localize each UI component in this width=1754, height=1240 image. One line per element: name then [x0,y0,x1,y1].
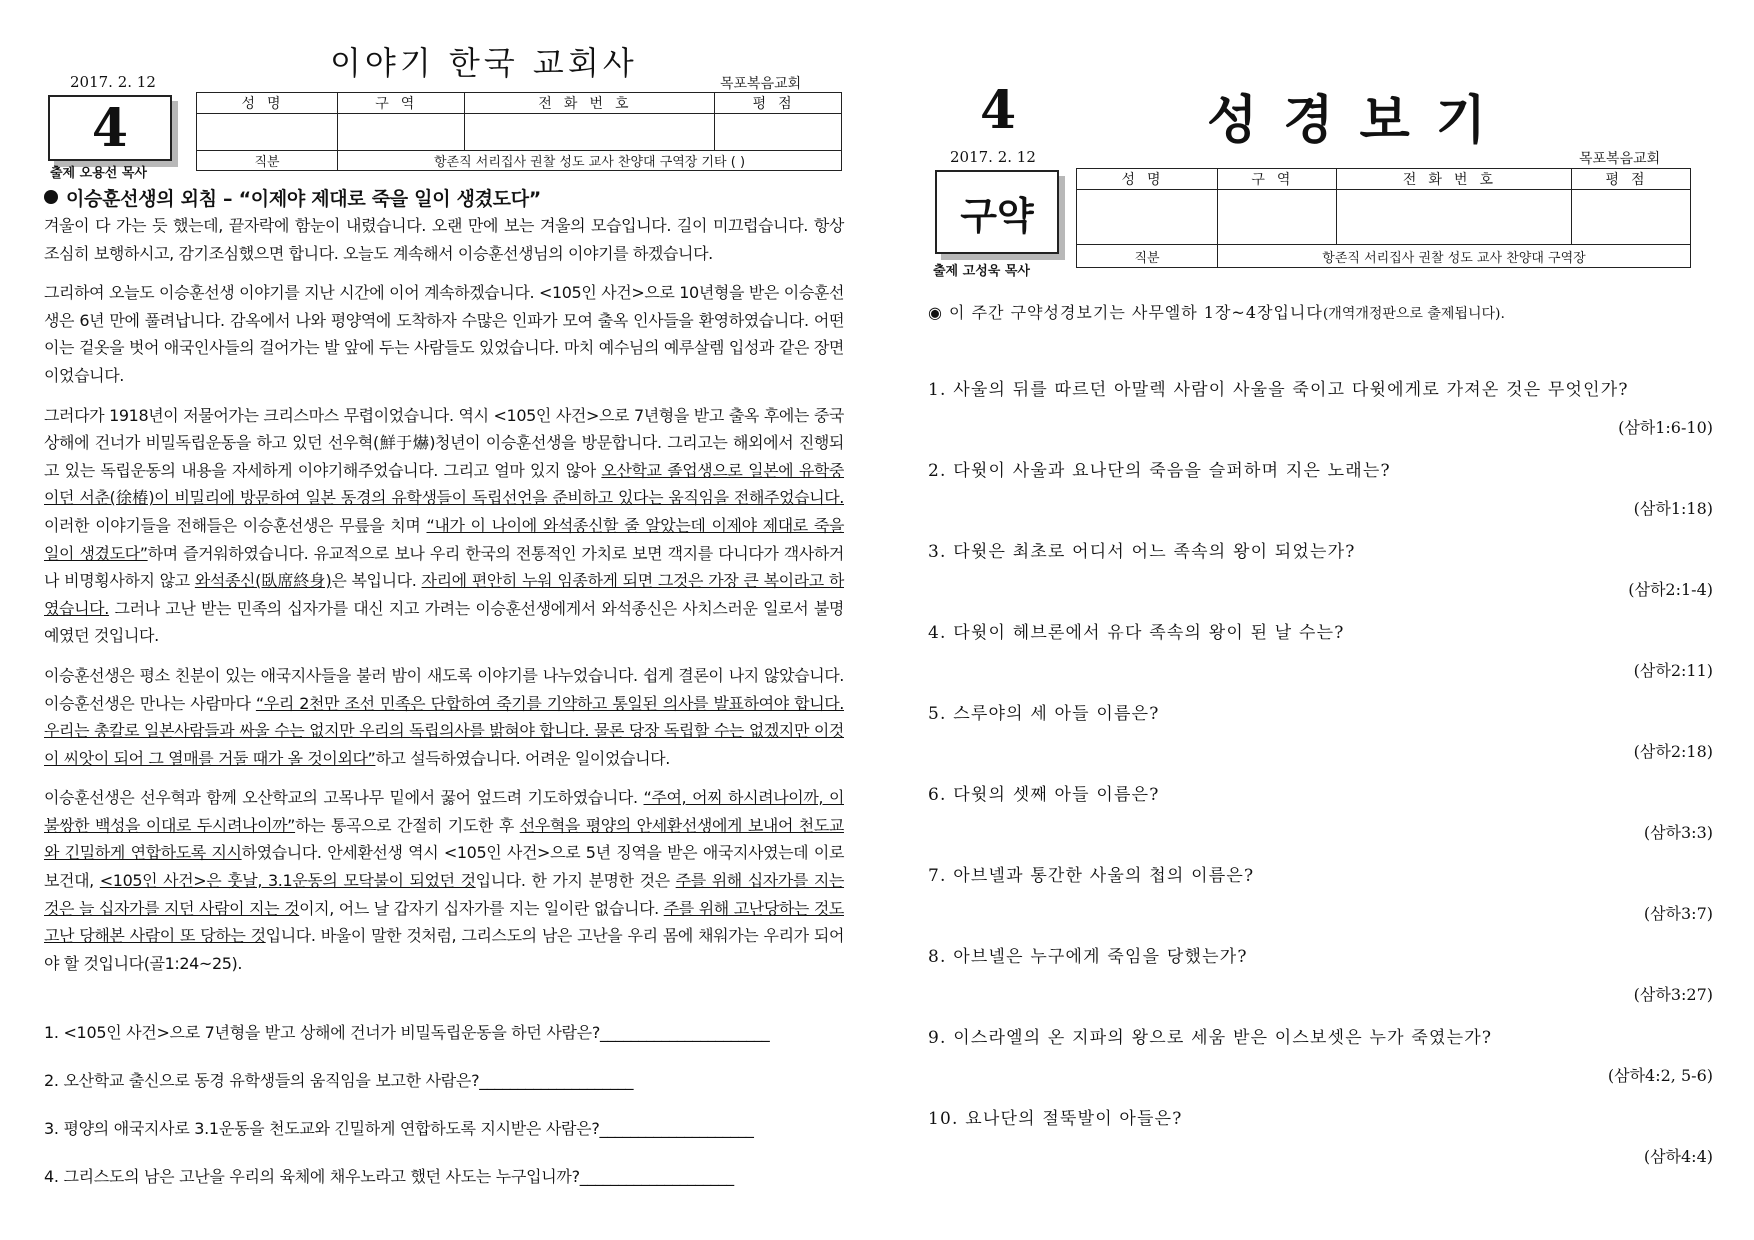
name-field[interactable] [1077,190,1218,245]
text-run: 입니다. 바울이 말한 것처럼, 그리스도의 남은 고난을 우리 몸에 채워가는 우리가 되어야 할 것입니다(골1:24~25). [44,926,844,973]
question-reference: (삼하3:3) [1643,823,1713,842]
question-reference: (삼하3:27) [1633,985,1713,1004]
role-options[interactable]: 항존직 서리집사 권찰 성도 교사 찬양대 구역장 기타 ( ) [338,151,842,171]
underlined-text: <105인 사건>은 훗날, 3.1운동의 모닥불이 되었던 것 [99,871,476,891]
underlined-quote: “내가 이 나이에 와석종신할 줄 알았는데 이제야 제대로 죽을 일이 생겼도다” [44,515,844,563]
paragraph [44,662,844,772]
district-field[interactable] [1218,190,1337,245]
question-text: 1. 사울의 뒤를 따르던 아말렉 사람이 사울을 죽이고 다윗에게로 가져온 것은 무엇인가? [928,380,1629,400]
notice [928,300,1505,323]
question-text: 6. 다윗의 셋째 아들 이름은? [928,785,1160,805]
date: 2017. 2. 12 [70,73,156,91]
church-name: 목포복음교회 [1579,151,1661,167]
question-reference: (삼하2:11) [1633,661,1713,680]
question-text: 8. 아브넬은 누구에게 죽임을 당했는가? [928,947,1248,967]
quiz-questions [44,1020,844,1212]
role-label: 직분 [197,151,338,171]
text-run: 하는 통곡으로 간절히 기도한 후 [295,815,520,835]
issue-number-box: 4 [48,95,172,161]
question-reference: (삼하2:1-4) [1628,580,1713,599]
question-item [928,699,1713,781]
question-item [928,1104,1713,1186]
header-score: 평점 [1572,169,1691,190]
question-reference: (삼하2:18) [1633,742,1713,761]
paragraph: 그리하여 오늘도 이승훈선생 이야기를 지난 시간에 이어 계속하겠습니다. <105인 사건>으로 10년형을 받은 이승훈선생은 6년 만에 풀려납니다. 감옥에서 나와 평양역에 도착하자 수많은 인파가 모여 출옥 인사들을 환영하였습니다. 어떤 이는 겉옷을 벗어 애국인사들의 걸어가는 발 앞에 두는 사람들도 있었습니다. 마치 예수님의 예루살렘 입성과 같은 장면이었습니다. [44,283,844,385]
text-run: 이승훈선생은 평소 친분이 있는 애국지사들을 불러 밤이 새도록 이야기를 나누었습니다. 쉽게 결론이 나지 않았습니다. 이승훈선생은 만나는 사람마다 [44,665,844,713]
question-reference: (삼하1:6-10) [1618,418,1713,437]
question-item [928,780,1713,862]
question-item [928,375,1713,457]
info-table [1076,168,1691,268]
text-run: 하였습니다. 안세환선생 역시 <105인 사건>으로 5년 징역을 받은 애국지사였는데 이로 보건대, [44,843,844,891]
score-field[interactable] [715,114,842,151]
header-phone: 전화번호 [464,93,715,114]
heading-text: 이승훈선생의 외침 – “이제야 제대로 죽을 일이 생겼도다” [66,188,541,210]
district-field[interactable] [338,114,465,151]
paragraph [44,402,844,650]
role-label: 직분 [1077,245,1218,268]
name-field[interactable] [197,114,338,151]
question-reference: (삼하3:7) [1643,904,1713,923]
setter-credit: 출제 오용선 목사 [50,166,147,181]
date: 2017. 2. 12 [950,148,1036,166]
info-table [196,92,842,171]
setter-credit: 출제 고성욱 목사 [933,264,1030,279]
header-score: 평점 [715,93,842,114]
header-name: 성명 [197,93,338,114]
issue-number: 4 [980,80,1017,141]
question-item[interactable]: 3. 평양의 애국지사로 3.1운동을 천도교와 긴밀하게 연합하도록 지시받은 사람은?____________________ [44,1119,754,1138]
question-item [928,456,1713,538]
text-run: 이러한 이야기들을 전해들은 이승훈선생은 무릎을 치며 [44,515,427,535]
question-text: 9. 이스라엘의 온 지파의 왕으로 세움 받은 이스보셋은 누가 죽였는가? [928,1028,1493,1048]
question-text: 7. 아브넬과 통간한 사울의 첩의 이름은? [928,866,1255,886]
header-name: 성명 [1077,169,1218,190]
phone-field[interactable] [464,114,715,151]
question-item[interactable]: 2. 오산학교 출신으로 동경 유학생들의 움직임을 보고한 사람은?____________________ [44,1071,634,1090]
question-text: 3. 다윗은 최초로 어디서 어느 족속의 왕이 되었는가? [928,542,1356,562]
underlined-text: 오산학교 졸업생으로 일본에 유학중이던 서춘(徐椿)이 비밀리에 방문하여 일본 동경의 유학생들이 독립선언을 준비하고 있다는 움직임을 전해주었습니다. [44,460,844,508]
page-title: 이야기 한국 교회사 [330,44,638,82]
question-reference: (삼하1:18) [1633,499,1713,518]
underlined-quote: “우리 2천만 조선 민족은 단합하여 죽기를 기약하고 통일된 의사를 발표하여야 합니다. 우리는 총칼로 일본사람들과 싸울 수는 없지만 우리의 독립의사를 밝혀야 합니다. 물론 당장 독립할 수는 없겠지만 이것이 씨앗이 되어 그 열매를 거둘 때가 올 것이외다” [44,693,844,768]
text-run: 하며 즐거워하였습니다. 유교적으로 보나 우리 한국의 전통적인 가치로 보면 객지를 다니다가 객사하거나 비명횡사하지 않고 [44,543,844,591]
score-field[interactable] [1572,190,1691,245]
question-text: 4. 다윗이 헤브론에서 유다 족속의 왕이 된 날 수는? [928,623,1345,643]
question-reference: (삼하4:4) [1643,1147,1713,1166]
text-run: 그러나 고난 받는 민족의 십자가를 대신 지고 가려는 이승훈선생에게서 와석종신은 사치스러운 일로서 불명예였던 것입니다. [44,598,844,646]
underlined-text: 자리에 편안히 누워 임종하게 되면 그것은 가장 큰 복이라고 하였습니다. [44,571,844,618]
paragraph: 겨울이 다 가는 듯 했는데, 끝자락에 함눈이 내렸습니다. 오랜 만에 보는 겨울의 모습입니다. 길이 미끄럽습니다. 항상 조심히 보행하시고, 감기조심했으면 합니다. 오늘도 계속해서 이승훈선생님의 이야기를 하겠습니다. [44,216,844,263]
text-run: 이지, 어느 날 갑자기 십자가를 지는 일이란 없습니다. [299,898,664,918]
section-heading [44,184,541,211]
question-item [928,1023,1713,1105]
testament-box: 구약 [935,170,1059,254]
text-run: 입니다. 한 가지 분명한 것은 [475,871,676,891]
question-text: 10. 요나단의 절뚝발이 아들은? [928,1109,1183,1129]
underlined-text: 선우혁을 평양의 안세환선생에게 보내어 천도교와 긴밀하게 연합하도록 지시 [44,815,844,863]
text-run: 은 복입니다. [331,571,422,591]
text-run: 그러다가 1918년이 저물어가는 크리스마스 무렵이었습니다. 역시 <105인 사건>으로 7년형을 받고 출옥 후에는 중국 상해에 건너가 비밀독립운동을 하고 있던 선우혁(鮮于爀)청년이 이승훈선생을 방문합니다. 그리고는 해외에서 진행되고 있는 독립운동의 내용을 자세하게 이야기해주었습니다. 그리고 얼마 있지 않아 [44,405,844,480]
question-reference: (삼하4:2, 5-6) [1607,1066,1713,1085]
paragraph [44,784,844,977]
underlined-text: 주를 위해 십자가를 지는 것은 늘 십자가를 지던 사람이 지는 것 [44,871,845,918]
underlined-quote: “주여, 어찌 하시려나이까, 이 불쌍한 백성을 이대로 두시려나이까” [44,788,844,835]
question-text: 2. 다윗이 사울과 요나단의 죽음을 슬퍼하며 지은 노래는? [928,461,1391,481]
question-item [928,942,1713,1024]
bullet-icon [44,190,58,204]
question-item [928,537,1713,619]
question-item[interactable]: 1. <105인 사건>으로 7년형을 받고 상해에 건너가 비밀독립운동을 하던 사람은?______________________ [44,1023,770,1042]
text-run: 하고 설득하였습니다. 어려운 일이었습니다. [375,748,670,768]
question-item[interactable]: 4. 그리스도의 남은 고난을 우리의 육체에 채우노라고 했던 사도는 누구입니까?____________________ [44,1167,734,1186]
header-district: 구역 [1218,169,1337,190]
underlined-text: 와석종신(臥席終身) [194,571,332,591]
role-options[interactable]: 항존직 서리집사 권찰 성도 교사 찬양대 구역장 [1218,245,1691,268]
notice-note: (개역개정판으로 출제됩니다). [1322,306,1505,322]
question-text: 5. 스루야의 세 아들 이름은? [928,704,1160,724]
question-item [928,618,1713,700]
phone-field[interactable] [1336,190,1571,245]
article-body [44,212,844,989]
header-phone: 전화번호 [1336,169,1571,190]
header-district: 구역 [338,93,465,114]
notice-text: ◉ 이 주간 구약성경보기는 사무엘하 1장~4장입니다 [928,303,1323,322]
text-run: 이승훈선생은 선우혁과 함께 오산학교의 고목나무 밑에서 꿇어 엎드려 기도하였습니다. [44,788,644,808]
church-name: 목포복음교회 [720,76,802,92]
underlined-text: 주를 위해 고난당하는 것도 고난 당해본 사람이 또 당하는 것 [44,898,844,946]
right-page [877,0,1754,1240]
question-item [928,861,1713,943]
page-title: 성경보기 [1207,90,1512,151]
